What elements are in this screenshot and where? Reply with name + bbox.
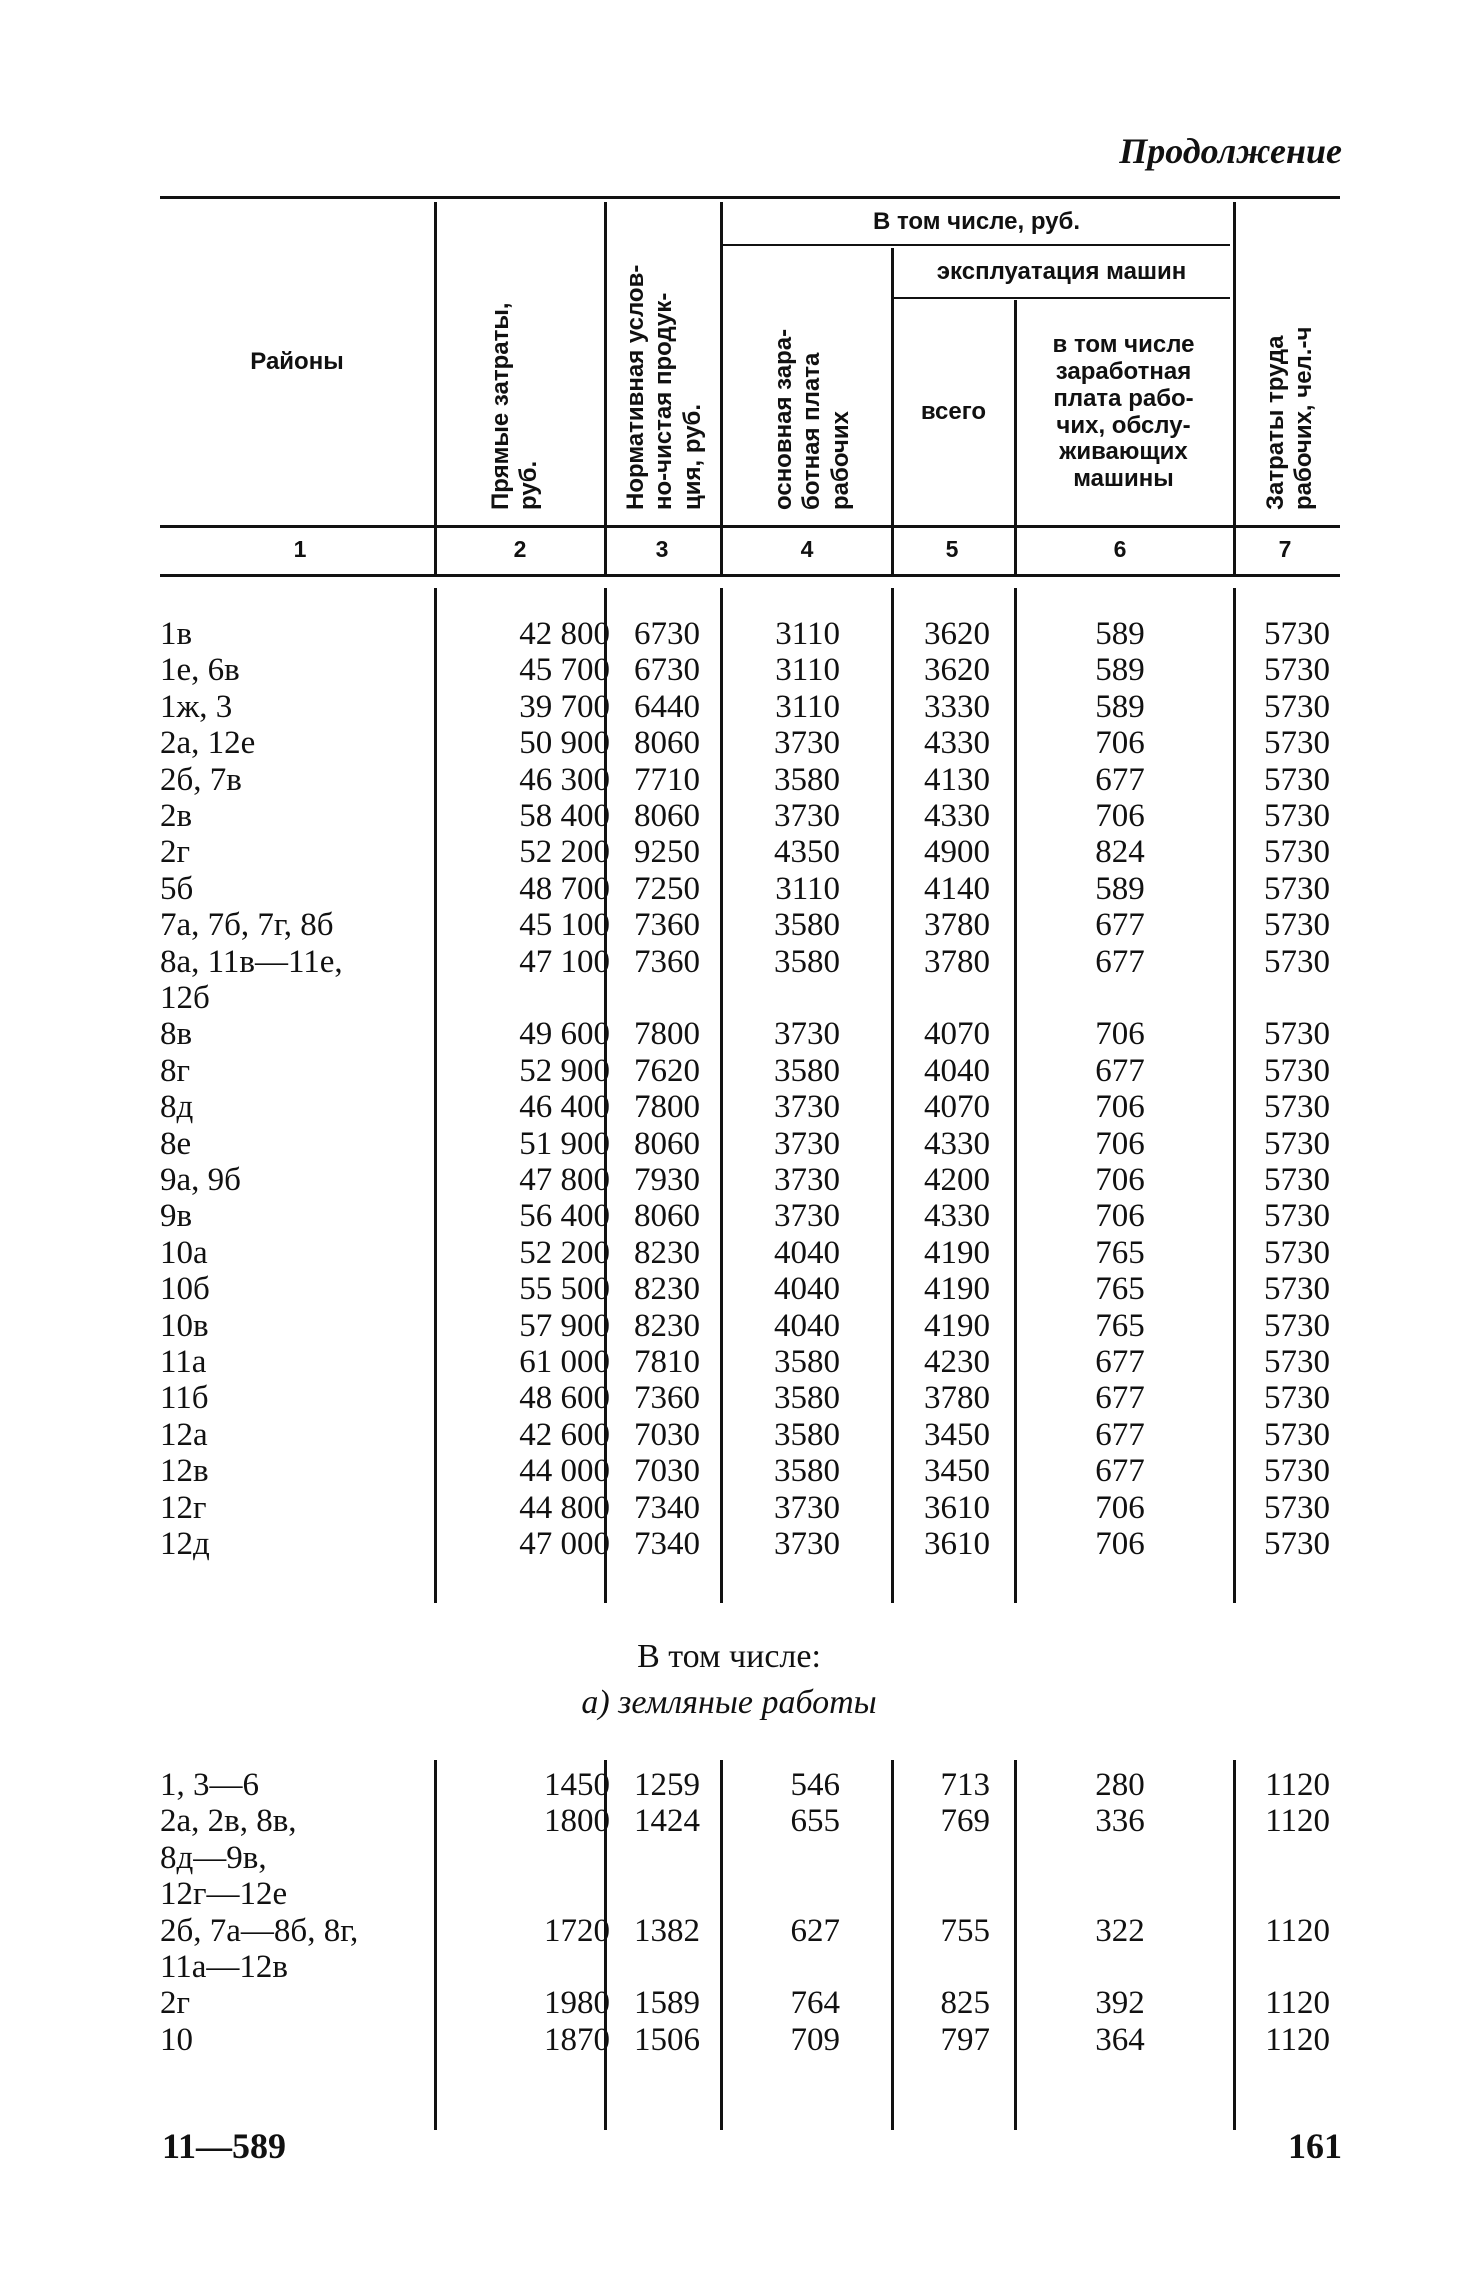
value-cell: 7360 xyxy=(634,907,700,944)
value-cell: 5730 xyxy=(1264,1526,1330,1562)
table-row xyxy=(0,1803,1458,1839)
value-cell: 589 xyxy=(1095,616,1145,652)
value-cell: 1870 xyxy=(544,2021,610,2058)
region-cell: 10а xyxy=(160,1234,208,1271)
value-cell: 1424 xyxy=(634,1803,700,1840)
value-cell: 46 400 xyxy=(519,1089,610,1126)
value-cell: 5730 xyxy=(1264,1198,1330,1235)
value-cell: 3580 xyxy=(774,1416,840,1453)
region-cell: 2б, 7в xyxy=(160,761,242,798)
value-cell: 392 xyxy=(1095,1985,1145,2022)
value-cell: 3450 xyxy=(924,1416,990,1453)
table-row xyxy=(0,1016,1458,1052)
value-cell: 9250 xyxy=(634,834,700,871)
value-cell: 3730 xyxy=(774,1526,840,1562)
region-cell: 8д—9в, xyxy=(160,1839,267,1876)
value-cell: 56 400 xyxy=(519,1198,610,1235)
region-cell: 12а xyxy=(160,1416,208,1453)
value-cell: 3110 xyxy=(775,870,840,907)
value-cell: 3620 xyxy=(924,652,990,689)
value-cell: 7250 xyxy=(634,870,700,907)
value-cell: 44 800 xyxy=(519,1489,610,1526)
value-cell: 677 xyxy=(1095,761,1145,798)
region-cell: 2г xyxy=(160,834,191,871)
value-cell: 3730 xyxy=(774,1489,840,1526)
value-cell: 322 xyxy=(1095,1912,1145,1949)
table-row xyxy=(0,1526,1458,1562)
value-cell: 3580 xyxy=(774,1344,840,1380)
header-base-wage: основная зара- ботная плата рабочих xyxy=(770,328,854,510)
value-cell: 706 xyxy=(1095,725,1145,762)
value-cell: 52 900 xyxy=(519,1052,610,1089)
table-row xyxy=(0,944,1458,980)
table-row xyxy=(0,1417,1458,1453)
value-cell: 3580 xyxy=(774,943,840,980)
value-cell: 5730 xyxy=(1264,1453,1330,1490)
value-cell: 4190 xyxy=(924,1271,990,1308)
table-row xyxy=(0,1308,1458,1344)
region-cell: 2б, 7а—8б, 8г, xyxy=(160,1912,359,1949)
value-cell: 280 xyxy=(1095,1767,1145,1803)
value-cell: 3780 xyxy=(924,907,990,944)
value-cell: 677 xyxy=(1095,1453,1145,1490)
value-cell: 50 900 xyxy=(519,725,610,762)
table-row xyxy=(0,2022,1458,2058)
value-cell: 589 xyxy=(1095,688,1145,725)
value-cell: 3730 xyxy=(774,1016,840,1053)
value-cell: 1120 xyxy=(1265,1803,1330,1840)
value-cell: 706 xyxy=(1095,1089,1145,1126)
table-row xyxy=(0,689,1458,725)
value-cell: 5730 xyxy=(1264,1416,1330,1453)
value-cell: 1589 xyxy=(634,1985,700,2022)
value-cell: 3780 xyxy=(924,943,990,980)
table-row xyxy=(0,652,1458,688)
value-cell: 3110 xyxy=(775,652,840,689)
region-cell: 7а, 7б, 7г, 8б xyxy=(160,907,334,944)
value-cell: 47 000 xyxy=(519,1526,610,1562)
region-cell: 1, 3—6 xyxy=(160,1767,259,1803)
incl-sub-rule xyxy=(723,244,1230,246)
region-cell: 2а, 12е xyxy=(160,725,256,762)
value-cell: 3730 xyxy=(774,798,840,834)
value-cell: 713 xyxy=(940,1767,990,1803)
value-cell: 8230 xyxy=(634,1234,700,1271)
machines-sub-rule xyxy=(893,297,1230,299)
value-cell: 4040 xyxy=(774,1271,840,1308)
value-cell: 4330 xyxy=(924,725,990,762)
value-cell: 4330 xyxy=(924,798,990,834)
value-cell: 3730 xyxy=(774,725,840,762)
value-cell: 824 xyxy=(1095,834,1145,871)
table-row xyxy=(0,1344,1458,1380)
region-cell: 1ж, 3 xyxy=(160,688,233,725)
value-cell: 8060 xyxy=(634,725,700,762)
value-cell: 4040 xyxy=(924,1052,990,1089)
value-cell: 7030 xyxy=(634,1453,700,1490)
header-incl: В том числе, руб. xyxy=(872,207,1081,235)
value-cell: 4140 xyxy=(924,870,990,907)
value-cell: 4070 xyxy=(924,1016,990,1053)
value-cell: 706 xyxy=(1095,1526,1145,1562)
value-cell: 1506 xyxy=(634,2021,700,2058)
table-row xyxy=(0,616,1458,652)
region-cell: 8г xyxy=(160,1052,191,1089)
value-cell: 5730 xyxy=(1264,943,1330,980)
region-cell: 12д xyxy=(160,1526,210,1562)
value-cell: 5730 xyxy=(1264,725,1330,762)
value-cell: 42 800 xyxy=(519,616,610,652)
value-cell: 6440 xyxy=(634,688,700,725)
value-cell: 5730 xyxy=(1264,1344,1330,1380)
header-col-divider xyxy=(720,202,723,574)
value-cell: 58 400 xyxy=(519,798,610,834)
value-cell: 3730 xyxy=(774,1162,840,1198)
table-row xyxy=(0,1985,1458,2021)
col-number: 3 xyxy=(655,536,669,562)
value-cell: 4130 xyxy=(924,761,990,798)
value-cell: 3580 xyxy=(774,907,840,944)
value-cell: 39 700 xyxy=(519,688,610,725)
value-cell: 706 xyxy=(1095,1162,1145,1198)
value-cell: 677 xyxy=(1095,1380,1145,1417)
value-cell: 1120 xyxy=(1265,1985,1330,2022)
table-row xyxy=(0,871,1458,907)
value-cell: 7620 xyxy=(634,1052,700,1089)
col-number: 1 xyxy=(293,536,307,562)
value-cell: 8060 xyxy=(634,1125,700,1162)
table-row xyxy=(0,725,1458,761)
table-row xyxy=(0,1271,1458,1307)
value-cell: 3730 xyxy=(774,1125,840,1162)
region-cell: 1е, 6в xyxy=(160,652,240,689)
value-cell: 4330 xyxy=(924,1198,990,1235)
table-row xyxy=(0,834,1458,870)
header-col-divider xyxy=(604,202,607,574)
value-cell: 765 xyxy=(1095,1234,1145,1271)
table-row xyxy=(0,1235,1458,1271)
header-labor: Затраты труда рабочих, чел.-ч xyxy=(1262,326,1318,510)
value-cell: 3580 xyxy=(774,1052,840,1089)
value-cell: 8060 xyxy=(634,798,700,834)
header-machines: эксплуатация машин xyxy=(936,257,1187,285)
table-row xyxy=(0,1089,1458,1125)
region-cell: 12в xyxy=(160,1453,209,1490)
value-cell: 3580 xyxy=(774,1453,840,1490)
value-cell: 1800 xyxy=(544,1803,610,1840)
value-cell: 48 700 xyxy=(519,870,610,907)
region-cell: 2в xyxy=(160,798,193,834)
value-cell: 706 xyxy=(1095,798,1145,834)
region-cell: 9а, 9б xyxy=(160,1162,241,1198)
region-cell: 10в xyxy=(160,1307,209,1344)
value-cell: 4040 xyxy=(774,1234,840,1271)
value-cell: 3780 xyxy=(924,1380,990,1417)
value-cell: 709 xyxy=(790,2021,840,2058)
value-cell: 5730 xyxy=(1264,1052,1330,1089)
header-col-divider xyxy=(1233,202,1236,574)
value-cell: 764 xyxy=(790,1985,840,2022)
value-cell: 5730 xyxy=(1264,688,1330,725)
value-cell: 5730 xyxy=(1264,870,1330,907)
table-row xyxy=(0,1767,1458,1803)
value-cell: 5730 xyxy=(1264,834,1330,871)
table-row xyxy=(0,1840,1458,1876)
value-cell: 5730 xyxy=(1264,1307,1330,1344)
value-cell: 4190 xyxy=(924,1307,990,1344)
value-cell: 677 xyxy=(1095,943,1145,980)
page-number: 161 xyxy=(1288,2126,1342,2166)
region-cell: 12б xyxy=(160,980,210,1016)
value-cell: 1450 xyxy=(544,1767,610,1803)
value-cell: 55 500 xyxy=(519,1271,610,1308)
value-cell: 45 100 xyxy=(519,907,610,944)
value-cell: 57 900 xyxy=(519,1307,610,1344)
value-cell: 1120 xyxy=(1265,2021,1330,2058)
continuation-label: Продолжение xyxy=(1119,131,1342,171)
region-cell: 8а, 11в—11е, xyxy=(160,943,343,980)
value-cell: 51 900 xyxy=(519,1125,610,1162)
table-row xyxy=(0,1490,1458,1526)
value-cell: 677 xyxy=(1095,1052,1145,1089)
value-cell: 627 xyxy=(790,1912,840,1949)
value-cell: 7340 xyxy=(634,1489,700,1526)
section-title: В том числе: xyxy=(637,1638,821,1675)
region-cell: 8в xyxy=(160,1016,193,1053)
table-row xyxy=(0,1162,1458,1198)
value-cell: 7710 xyxy=(634,761,700,798)
region-cell: 2г xyxy=(160,1985,191,2022)
value-cell: 47 100 xyxy=(519,943,610,980)
value-cell: 655 xyxy=(790,1803,840,1840)
value-cell: 765 xyxy=(1095,1307,1145,1344)
table-row xyxy=(0,1380,1458,1416)
table-row xyxy=(0,1876,1458,1912)
value-cell: 7360 xyxy=(634,943,700,980)
table-row xyxy=(0,980,1458,1016)
table-row xyxy=(0,1053,1458,1089)
value-cell: 336 xyxy=(1095,1803,1145,1840)
value-cell: 677 xyxy=(1095,907,1145,944)
value-cell: 5730 xyxy=(1264,1380,1330,1417)
value-cell: 3610 xyxy=(924,1489,990,1526)
col-number: 7 xyxy=(1278,536,1292,562)
col-number: 4 xyxy=(800,536,814,562)
region-cell: 12г xyxy=(160,1489,207,1526)
value-cell: 7340 xyxy=(634,1526,700,1562)
region-cell: 1в xyxy=(160,616,193,652)
value-cell: 5730 xyxy=(1264,1162,1330,1198)
header-direct-costs: Прямые затраты, руб. xyxy=(487,302,543,510)
value-cell: 1382 xyxy=(634,1912,700,1949)
region-cell: 10 xyxy=(160,2021,193,2058)
numbers-bottom-rule xyxy=(160,574,1340,577)
region-cell: 8д xyxy=(160,1089,194,1126)
value-cell: 769 xyxy=(940,1803,990,1840)
table-row xyxy=(0,907,1458,943)
table-row xyxy=(0,1198,1458,1234)
value-cell: 1120 xyxy=(1265,1767,1330,1803)
value-cell: 8230 xyxy=(634,1271,700,1308)
value-cell: 755 xyxy=(940,1912,990,1949)
value-cell: 4070 xyxy=(924,1089,990,1126)
table-row xyxy=(0,1949,1458,1985)
value-cell: 825 xyxy=(940,1985,990,2022)
value-cell: 5730 xyxy=(1264,616,1330,652)
value-cell: 7030 xyxy=(634,1416,700,1453)
value-cell: 47 800 xyxy=(519,1162,610,1198)
value-cell: 61 000 xyxy=(519,1344,610,1380)
value-cell: 5730 xyxy=(1264,1234,1330,1271)
value-cell: 7930 xyxy=(634,1162,700,1198)
value-cell: 677 xyxy=(1095,1344,1145,1380)
value-cell: 8230 xyxy=(634,1307,700,1344)
signature-mark: 11—589 xyxy=(162,2126,287,2166)
header-machine-wage: в том числе заработная плата рабо- чих, обслу- живающих машины xyxy=(1052,330,1195,493)
value-cell: 3110 xyxy=(775,616,840,652)
value-cell: 706 xyxy=(1095,1489,1145,1526)
value-cell: 5730 xyxy=(1264,1489,1330,1526)
value-cell: 4350 xyxy=(774,834,840,871)
region-cell: 11б xyxy=(160,1380,209,1417)
value-cell: 7800 xyxy=(634,1089,700,1126)
value-cell: 1259 xyxy=(634,1767,700,1803)
value-cell: 706 xyxy=(1095,1125,1145,1162)
region-cell: 2а, 2в, 8в, xyxy=(160,1803,297,1840)
value-cell: 706 xyxy=(1095,1198,1145,1235)
value-cell: 6730 xyxy=(634,616,700,652)
value-cell: 6730 xyxy=(634,652,700,689)
value-cell: 589 xyxy=(1095,652,1145,689)
value-cell: 42 600 xyxy=(519,1416,610,1453)
value-cell: 1980 xyxy=(544,1985,610,2022)
value-cell: 4190 xyxy=(924,1234,990,1271)
header-total: всего xyxy=(920,398,987,426)
value-cell: 44 000 xyxy=(519,1453,610,1490)
value-cell: 5730 xyxy=(1264,761,1330,798)
table-row xyxy=(0,762,1458,798)
value-cell: 4900 xyxy=(924,834,990,871)
header-bottom-rule xyxy=(160,525,1340,528)
value-cell: 5730 xyxy=(1264,652,1330,689)
value-cell: 3450 xyxy=(924,1453,990,1490)
value-cell: 5730 xyxy=(1264,1016,1330,1053)
value-cell: 5730 xyxy=(1264,1125,1330,1162)
value-cell: 4040 xyxy=(774,1307,840,1344)
header-col-divider xyxy=(434,202,437,574)
col-number: 5 xyxy=(945,536,959,562)
region-cell: 11а—12в xyxy=(160,1949,289,1985)
value-cell: 45 700 xyxy=(519,652,610,689)
region-cell: 10б xyxy=(160,1271,210,1308)
table-row xyxy=(0,1913,1458,1949)
value-cell: 4200 xyxy=(924,1162,990,1198)
value-cell: 3580 xyxy=(774,1380,840,1417)
value-cell: 5730 xyxy=(1264,1271,1330,1308)
value-cell: 3730 xyxy=(774,1198,840,1235)
value-cell: 3730 xyxy=(774,1089,840,1126)
value-cell: 3330 xyxy=(924,688,990,725)
value-cell: 52 200 xyxy=(519,1234,610,1271)
section-subtitle: а) земляные работы xyxy=(581,1684,877,1721)
table-row xyxy=(0,798,1458,834)
col-number: 2 xyxy=(513,536,527,562)
value-cell: 5730 xyxy=(1264,907,1330,944)
value-cell: 46 300 xyxy=(519,761,610,798)
value-cell: 7810 xyxy=(634,1344,700,1380)
value-cell: 797 xyxy=(940,2021,990,2058)
value-cell: 3610 xyxy=(924,1526,990,1562)
value-cell: 7360 xyxy=(634,1380,700,1417)
value-cell: 5730 xyxy=(1264,798,1330,834)
table-row xyxy=(0,1453,1458,1489)
value-cell: 49 600 xyxy=(519,1016,610,1053)
col-number: 6 xyxy=(1113,536,1127,562)
header-normative-product: Нормативная услов- но-чистая продук- ция, руб. xyxy=(622,264,706,510)
value-cell: 677 xyxy=(1095,1416,1145,1453)
region-cell: 11а xyxy=(160,1344,207,1380)
value-cell: 4230 xyxy=(924,1344,990,1380)
value-cell: 3580 xyxy=(774,761,840,798)
value-cell: 1120 xyxy=(1265,1912,1330,1949)
header-regions: Районы xyxy=(250,347,344,375)
region-cell: 12г—12е xyxy=(160,1876,288,1913)
region-cell: 8е xyxy=(160,1125,192,1162)
value-cell: 5730 xyxy=(1264,1089,1330,1126)
region-cell: 5б xyxy=(160,870,194,907)
value-cell: 706 xyxy=(1095,1016,1145,1053)
value-cell: 52 200 xyxy=(519,834,610,871)
value-cell: 589 xyxy=(1095,870,1145,907)
value-cell: 8060 xyxy=(634,1198,700,1235)
value-cell: 3620 xyxy=(924,616,990,652)
value-cell: 48 600 xyxy=(519,1380,610,1417)
value-cell: 1720 xyxy=(544,1912,610,1949)
value-cell: 765 xyxy=(1095,1271,1145,1308)
region-cell: 9в xyxy=(160,1198,193,1235)
value-cell: 3110 xyxy=(775,688,840,725)
table-row xyxy=(0,1126,1458,1162)
value-cell: 7800 xyxy=(634,1016,700,1053)
value-cell: 4330 xyxy=(924,1125,990,1162)
value-cell: 546 xyxy=(790,1767,840,1803)
value-cell: 364 xyxy=(1095,2021,1145,2058)
